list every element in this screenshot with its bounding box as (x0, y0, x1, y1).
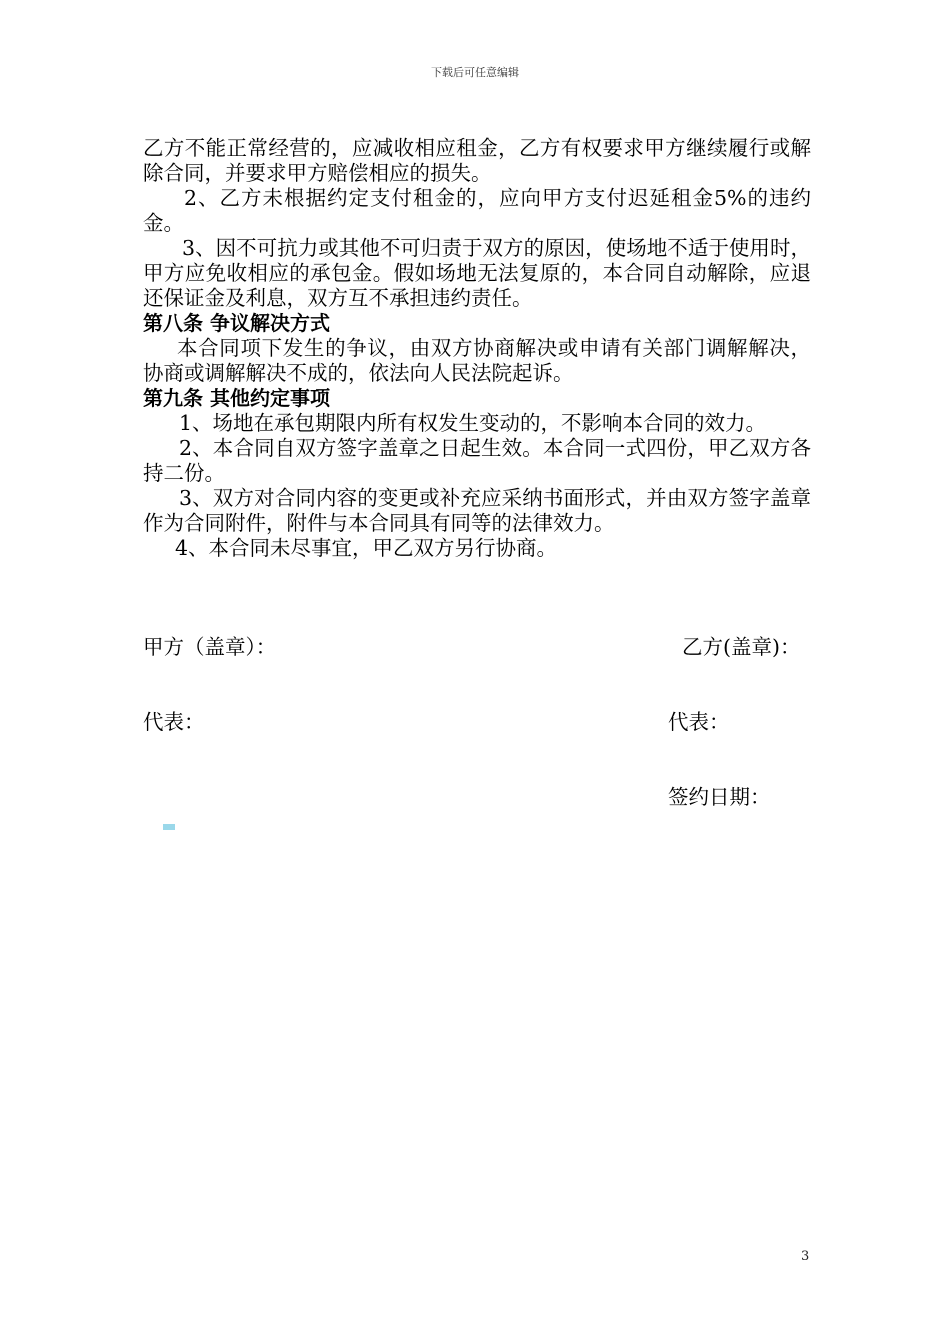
paragraph-other-2: 2、本合同自双方签字盖章之日起生效。本合同一式四份，甲乙双方各持二份。 (143, 436, 811, 485)
section-heading-9: 第九条 其他约定事项 (143, 386, 330, 410)
paragraph-clause-3: 3、因不可抗力或其他不可归责于双方的原因，使场地不适于使用时，甲方应免收相应的承包金。假如场地无法复原的，本合同自动解除，应退还保证金及利息，双方互不承担违约责任。 (143, 236, 811, 310)
header-note: 下载后可任意编辑 (431, 66, 519, 79)
text-cursor-marker (163, 824, 175, 830)
paragraph-other-1: 1、场地在承包期限内所有权发生变动的，不影响本合同的效力。 (179, 411, 767, 435)
paragraph-continuation: 乙方不能正常经营的，应减收相应租金，乙方有权要求甲方继续履行或解除合同，并要求甲方赔偿相应的损失。 (143, 136, 811, 185)
page-number: 3 (801, 1249, 810, 1264)
party-b-representative-label: 代表： (668, 710, 730, 734)
paragraph-other-4: 4、本合同未尽事宜，甲乙双方另行协商。 (175, 536, 558, 560)
sign-date-label: 签约日期： (668, 785, 771, 809)
party-b-seal-label: 乙方(盖章)： (682, 635, 801, 659)
paragraph-clause-2: 2、乙方未根据约定支付租金的，应向甲方支付迟延租金5%的违约金。 (143, 186, 811, 235)
party-a-representative-label: 代表： (143, 710, 205, 734)
party-a-seal-label: 甲方（盖章）： (143, 635, 277, 659)
paragraph-dispute: 本合同项下发生的争议，由双方协商解决或申请有关部门调解解决，协商或调解解决不成的，依法向人民法院起诉。 (143, 336, 811, 385)
paragraph-other-3: 3、双方对合同内容的变更或补充应采纳书面形式，并由双方签字盖章作为合同附件，附件与本合同具有同等的法律效力。 (143, 486, 811, 535)
section-heading-8: 第八条 争议解决方式 (143, 311, 330, 335)
contract-body (143, 136, 811, 561)
